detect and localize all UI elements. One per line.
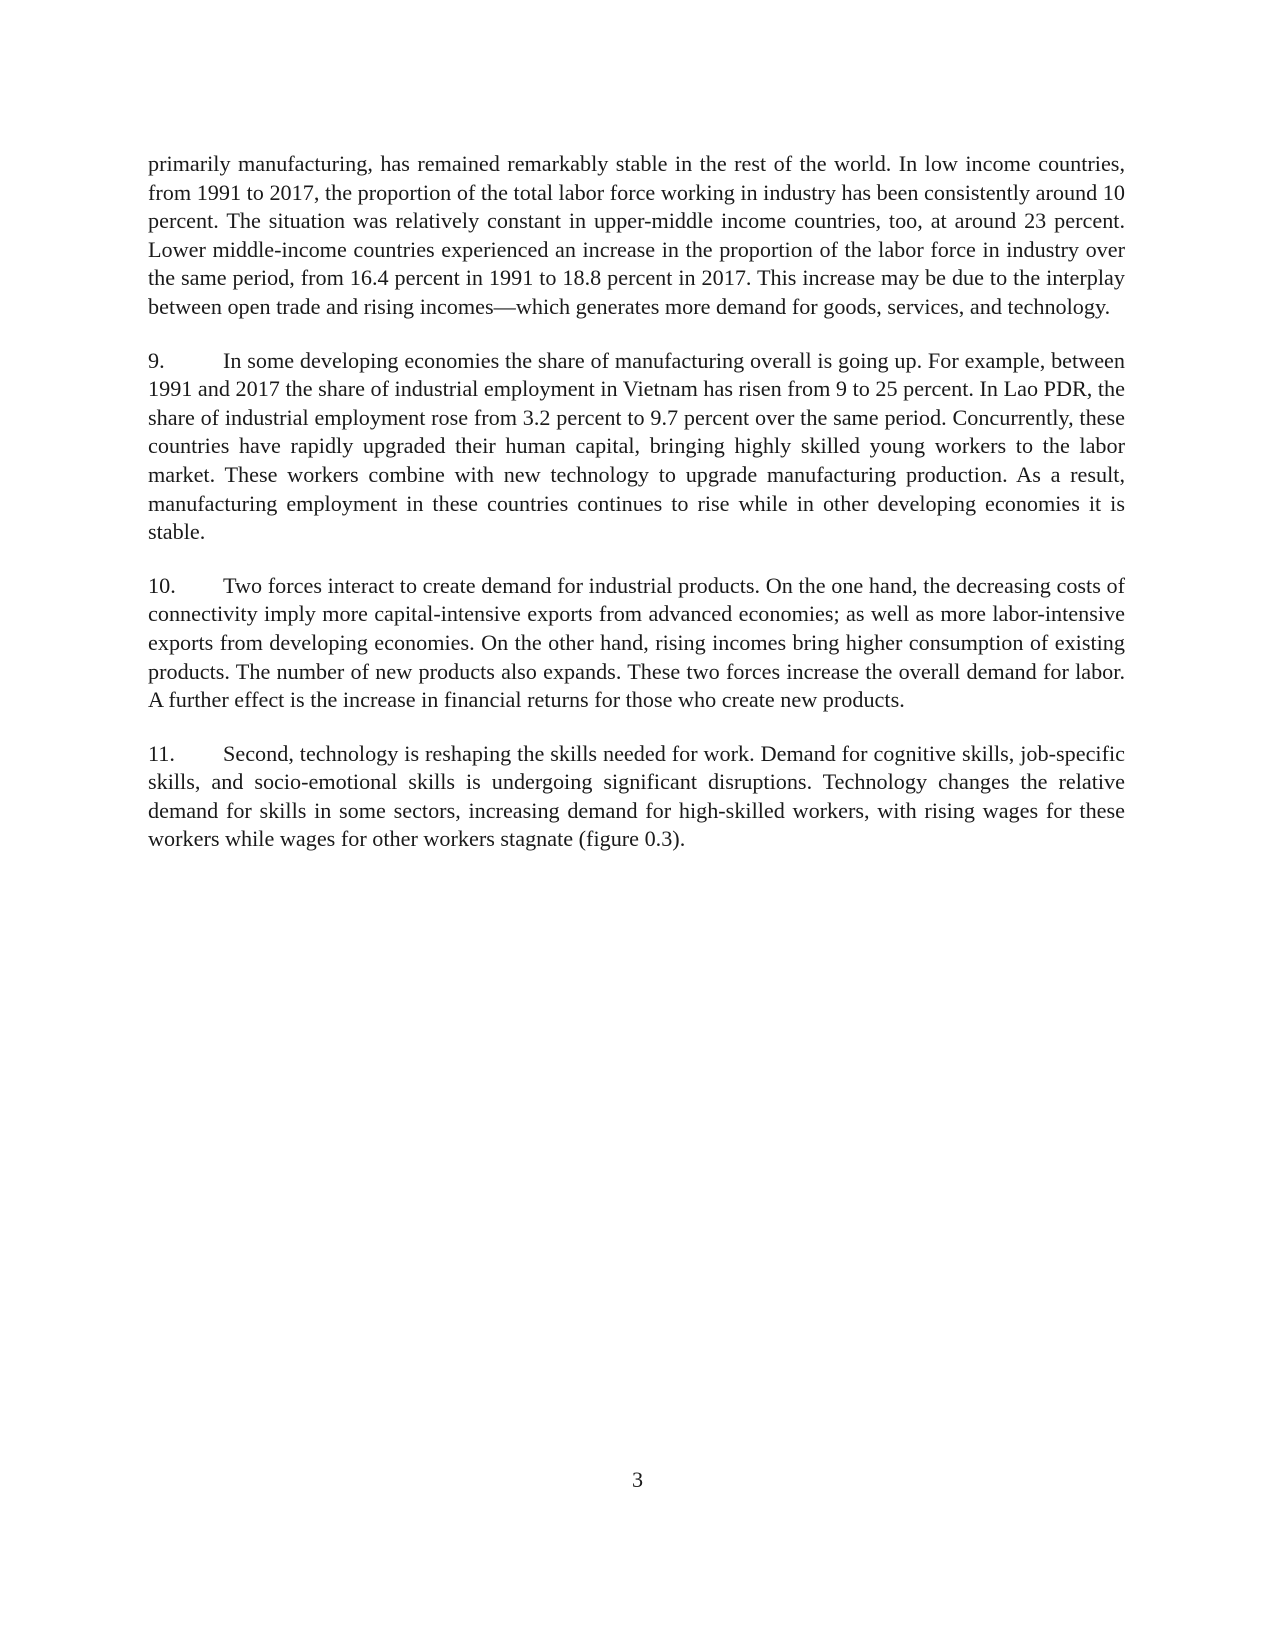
paragraph-number: 9. [148, 347, 165, 373]
body-text [148, 150, 1125, 879]
paragraph-text: Two forces interact to create demand for industrial products. On the one hand, the decreasing costs of connectivity imply more capital-intensive exports from advanced economies; as well as more labor-intensive exports from developing economies. On the other hand, rising incomes bring higher consumption of existing products. The number of new products also expands. These two forces increase the overall demand for labor. A further effect is the increase in financial returns for those who create new products. [148, 572, 1125, 713]
paragraph-number: 11. [148, 740, 175, 766]
paragraph-number: 10. [148, 572, 176, 598]
paragraph-text: primarily manufacturing, has remained remarkably stable in the rest of the world. In low income countries, from 1991 to 2017, the proportion of the total labor force working in industry has been consistently around 10 percent. The situation was relatively constant in upper-middle income countries, too, at around 23 percent. Lower middle-income countries experienced an increase in the proportion of the labor force in industry over the same period, from 16.4 percent in 1991 to 18.8 percent in 2017. This increase may be due to the interplay between open trade and rising incomes—which generates more demand for goods, services, and technology. [148, 151, 1125, 319]
paragraph-10 [148, 572, 1125, 715]
paragraph-text: Second, technology is reshaping the skills needed for work. Demand for cognitive skills, job-specific skills, and socio-emotional skills is undergoing significant disruptions. Technology changes the relative demand for skills in some sectors, increasing demand for high-skilled workers, with rising wages for these workers while wages for other workers stagnate (figure 0.3). [148, 740, 1125, 852]
paragraph-11 [148, 740, 1125, 854]
paragraph-text: In some developing economies the share of manufacturing overall is going up. For example, between 1991 and 2017 the share of industrial employment in Vietnam has risen from 9 to 25 percent. In Lao PDR, the share of industrial employment rose from 3.2 percent to 9.7 percent over the same period. Concurrently, these countries have rapidly upgraded their human capital, bringing highly skilled young workers to the labor market. These workers combine with new technology to upgrade manufacturing production. As a result, manufacturing employment in these countries continues to rise while in other developing economies it is stable. [148, 347, 1125, 545]
paragraph-continuation [148, 150, 1125, 322]
page-number: 3 [631, 1467, 644, 1492]
paragraph-9 [148, 347, 1125, 547]
